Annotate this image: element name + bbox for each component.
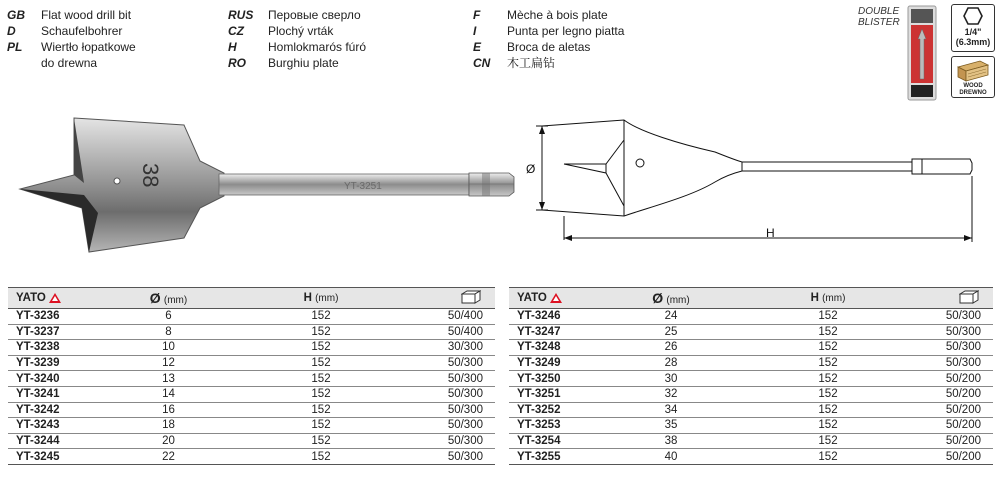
table-header-row <box>8 288 495 309</box>
table-row <box>509 418 993 434</box>
length-value: 152 <box>735 418 921 434</box>
packaging-value: 50/200 <box>921 386 993 402</box>
diameter-value: 28 <box>607 355 735 371</box>
language-code: CZ <box>228 24 244 38</box>
length-value: 152 <box>231 449 411 465</box>
packaging-value: 50/300 <box>411 418 495 434</box>
language-row <box>7 39 136 55</box>
packaging-value: 50/400 <box>411 309 495 325</box>
table-row <box>8 433 495 449</box>
drewno-label: DREWNO <box>959 90 987 96</box>
language-code: D <box>7 24 16 38</box>
diameter-unit: (mm) <box>163 295 188 306</box>
table-row <box>509 386 993 402</box>
product-code: YT-3241 <box>8 386 106 402</box>
language-text: Mèche à bois plate <box>507 8 608 22</box>
table-row <box>8 324 495 340</box>
packaging-value: 30/300 <box>411 340 495 356</box>
language-text: Wiertło łopatkowe <box>41 40 136 54</box>
drill-bit-diagram <box>520 112 988 252</box>
length-unit: (mm) <box>315 293 339 304</box>
packaging-value: 50/300 <box>411 371 495 387</box>
language-text: Plochý vrták <box>268 24 334 38</box>
diameter-value: 35 <box>607 418 735 434</box>
brand-name: YATO <box>517 292 547 304</box>
length-value: 152 <box>735 309 921 325</box>
length-symbol: H <box>810 292 819 304</box>
length-value: 152 <box>735 449 921 465</box>
product-code: YT-3246 <box>509 309 607 325</box>
product-code: YT-3252 <box>509 402 607 418</box>
length-header <box>231 288 411 309</box>
length-value: 152 <box>735 324 921 340</box>
product-code: YT-3242 <box>8 402 106 418</box>
length-value: 152 <box>231 355 411 371</box>
diameter-value: 8 <box>106 324 231 340</box>
packaging-value: 50/300 <box>411 433 495 449</box>
hex-size-mm: (6.3mm) <box>955 37 991 47</box>
length-value: 152 <box>231 340 411 356</box>
length-value: 152 <box>231 324 411 340</box>
diameter-value: 18 <box>106 418 231 434</box>
language-code: GB <box>7 8 25 22</box>
product-code: YT-3240 <box>8 371 106 387</box>
length-label: H <box>766 226 775 240</box>
product-code: YT-3253 <box>509 418 607 434</box>
language-text: Burghiu plate <box>268 56 339 70</box>
packaging-value: 50/300 <box>921 309 993 325</box>
brand-header <box>509 288 607 309</box>
diameter-value: 32 <box>607 386 735 402</box>
packaging-value: 50/300 <box>921 324 993 340</box>
language-row <box>7 7 136 23</box>
table-row <box>509 309 993 325</box>
box-icon <box>959 290 979 304</box>
language-row <box>7 23 136 39</box>
yato-triangle-icon <box>49 293 61 303</box>
language-row <box>228 7 366 23</box>
language-row <box>473 23 624 39</box>
length-symbol: H <box>303 292 312 304</box>
length-value: 152 <box>735 355 921 371</box>
shank-engraving-text: YT-3251 <box>344 181 382 192</box>
table-row <box>509 355 993 371</box>
brand-name: YATO <box>16 292 46 304</box>
table-row <box>8 371 495 387</box>
language-text: Перовые сверло <box>268 8 361 22</box>
packaging-value: 50/200 <box>921 433 993 449</box>
packaging-value: 50/200 <box>921 418 993 434</box>
length-value: 152 <box>231 418 411 434</box>
drill-bit-photo <box>14 113 519 253</box>
diameter-header <box>106 288 231 309</box>
length-value: 152 <box>231 386 411 402</box>
diameter-value: 12 <box>106 355 231 371</box>
packaging-value: 50/300 <box>411 355 495 371</box>
double-blister-label <box>858 6 900 28</box>
length-value: 152 <box>231 309 411 325</box>
diameter-unit: (mm) <box>666 295 690 306</box>
language-code: RO <box>228 56 246 70</box>
diameter-symbol: Ø <box>149 290 161 306</box>
diameter-value: 10 <box>106 340 231 356</box>
language-text: Schaufelbohrer <box>41 24 123 38</box>
packaging-value: 50/300 <box>921 355 993 371</box>
table-row <box>509 402 993 418</box>
language-text: Homlokmarós fúró <box>268 40 367 54</box>
length-value: 152 <box>231 371 411 387</box>
packaging-value: 50/400 <box>411 324 495 340</box>
language-row <box>473 39 624 55</box>
table-row <box>509 371 993 387</box>
diameter-symbol: Ø <box>652 290 664 306</box>
table-row <box>8 449 495 465</box>
language-code: RUS <box>228 8 254 22</box>
product-code: YT-3238 <box>8 340 106 356</box>
diameter-value: 20 <box>106 433 231 449</box>
language-code: H <box>228 40 237 54</box>
language-code: E <box>473 40 482 54</box>
language-row <box>473 7 624 23</box>
language-text: do drewna <box>41 56 98 70</box>
table-row <box>8 386 495 402</box>
packaging-value: 50/300 <box>411 402 495 418</box>
length-value: 152 <box>735 386 921 402</box>
length-header <box>735 288 921 309</box>
language-text: Broca de aletas <box>507 40 591 54</box>
length-value: 152 <box>231 433 411 449</box>
product-table-left <box>8 287 495 465</box>
packaging-value: 50/200 <box>921 402 993 418</box>
language-text: Punta per legno piatta <box>507 24 625 38</box>
packaging-value: 50/200 <box>921 371 993 387</box>
product-code: YT-3245 <box>8 449 106 465</box>
language-code: CN <box>473 56 491 70</box>
hex-size-inch: 1/4" <box>964 27 982 37</box>
language-code: I <box>473 24 477 38</box>
product-code: YT-3237 <box>8 324 106 340</box>
length-value: 152 <box>735 433 921 449</box>
product-code: YT-3249 <box>509 355 607 371</box>
product-code: YT-3236 <box>8 309 106 325</box>
size-mark-text: 38 <box>138 163 163 188</box>
diameter-value: 6 <box>106 309 231 325</box>
language-column-1 <box>7 7 136 71</box>
length-value: 152 <box>735 371 921 387</box>
diameter-header <box>607 288 735 309</box>
language-column-3 <box>473 7 624 71</box>
hex-shank-badge <box>951 4 995 52</box>
blister-pack-image <box>907 5 937 101</box>
length-value: 152 <box>735 402 921 418</box>
packaging-header <box>921 288 993 309</box>
table-row <box>509 340 993 356</box>
packaging-header <box>411 288 495 309</box>
wood-material-badge <box>951 56 995 98</box>
wood-plank-icon <box>956 59 990 83</box>
table-header-row <box>509 288 993 309</box>
table-row <box>8 418 495 434</box>
language-code <box>7 55 41 71</box>
table-row <box>509 324 993 340</box>
box-icon <box>461 290 481 304</box>
table-row <box>509 449 993 465</box>
product-code: YT-3244 <box>8 433 106 449</box>
language-column-2 <box>228 7 366 71</box>
diameter-value: 34 <box>607 402 735 418</box>
length-unit: (mm) <box>822 293 846 304</box>
packaging-value: 50/300 <box>411 449 495 465</box>
diameter-value: 38 <box>607 433 735 449</box>
language-row <box>7 55 136 71</box>
diameter-value: 40 <box>607 449 735 465</box>
diameter-value: 25 <box>607 324 735 340</box>
table-row <box>8 340 495 356</box>
product-code: YT-3251 <box>509 386 607 402</box>
diameter-value: 13 <box>106 371 231 387</box>
table-row <box>8 309 495 325</box>
table-row <box>8 355 495 371</box>
language-row <box>228 55 366 71</box>
length-value: 152 <box>231 402 411 418</box>
wood-label: WOOD <box>963 83 983 89</box>
table-row <box>509 433 993 449</box>
table-row <box>8 402 495 418</box>
diameter-value: 24 <box>607 309 735 325</box>
product-code: YT-3239 <box>8 355 106 371</box>
packaging-value: 50/300 <box>411 386 495 402</box>
language-text: 木工扁钻 <box>507 56 556 70</box>
product-code: YT-3255 <box>509 449 607 465</box>
product-code: YT-3243 <box>8 418 106 434</box>
length-value: 152 <box>735 340 921 356</box>
product-code: YT-3254 <box>509 433 607 449</box>
double-blister-line-1: DOUBLE <box>858 6 900 17</box>
language-row <box>473 55 624 71</box>
language-row <box>228 39 366 55</box>
diameter-value: 30 <box>607 371 735 387</box>
diameter-value: 16 <box>106 402 231 418</box>
language-code: PL <box>7 40 23 54</box>
product-code: YT-3250 <box>509 371 607 387</box>
double-blister-line-2: BLISTER <box>858 17 900 28</box>
packaging-value: 50/200 <box>921 449 993 465</box>
packaging-value: 50/300 <box>921 340 993 356</box>
product-table-right <box>509 287 993 465</box>
diameter-value: 26 <box>607 340 735 356</box>
diameter-value: 22 <box>106 449 231 465</box>
yato-triangle-icon <box>550 293 562 303</box>
product-code: YT-3248 <box>509 340 607 356</box>
diameter-value: 14 <box>106 386 231 402</box>
language-row <box>228 23 366 39</box>
diameter-label: Ø <box>526 162 536 176</box>
hexagon-icon <box>963 7 983 25</box>
product-code: YT-3247 <box>509 324 607 340</box>
brand-header <box>8 288 106 309</box>
language-text: Flat wood drill bit <box>41 8 132 22</box>
language-code: F <box>473 8 481 22</box>
